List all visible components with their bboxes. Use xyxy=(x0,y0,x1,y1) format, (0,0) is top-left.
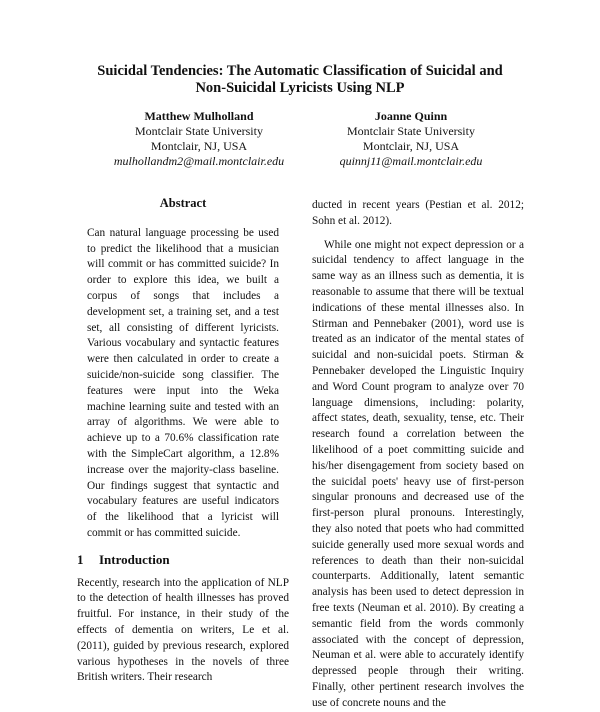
author-email: quinnj11@mail.montclair.edu xyxy=(339,154,483,168)
abstract-text: Can natural language processing be used to predict the likelihood that a musician will commit or has committed suicide? In order to explore this idea, we built a corpus of songs that includes a development set, a training set, and a test set, all consisting of different lyricists. Various vocabulary and syntactic features were then calculated in order to create a suicide/non-suicide song classifier. The features were input into the Weka machine learning suite and tested with an array of algorithms. We were able to achieve up to a 70.6% classification rate with the SimpleCart algorithm, a 12.8% increase over the majority-class baseline. Our findings suggest that syntactic and vocabulary features are useful indicators of the likelihood that a lyricist will commit or has committed suicide. xyxy=(87,226,279,539)
author-name: Matthew Mulholland xyxy=(144,109,254,123)
paper-title-line-1: Suicidal Tendencies: The Automatic Classification of Suicidal and xyxy=(97,63,503,79)
author-name: Joanne Quinn xyxy=(374,109,448,123)
paper-title-line-2: Non-Suicidal Lyricists Using NLP xyxy=(195,80,405,96)
section-title: Introduction xyxy=(99,551,170,567)
abstract-heading: Abstract xyxy=(159,196,207,210)
body-paragraph: While one might not expect depression or a suicidal tendency to affect language in the same way as an illness such as dementia, it is reasonable to assume that there will be textual indications of these mental illnesses also. In Stirman and Pennebaker (2001), word use is treated as an indicator of the mental states of suicidal and non-suicidal poets. Stirman & Pennebaker developed the Linguistic Inquiry and Word Count program to analyze over 70 language dimensions, including: polarity, affect states, death, sexuality, tense, etc. Their research found a correlation between the likelihood of a poet committing suicide and his/her disengagement from society based on the suicidal poets' heavy use of first-person singular pronouns and decreased use of the first-person plural pronouns. Interestingly, they also noted that poets who had committed suicide generally used more sexual words and references to death than their non-suicidal counterparts. Additionally, latent semantic analysis has been used to detect depression in free texts (Neuman et al. 2010). By creating a semantic field from the words commonly associated with the concept of depression, Neuman et al. were able to accurately identify depressed people through their writing. Finally, other pertinent research involves the use of concrete nouns and the xyxy=(312,238,524,709)
intro-paragraph: Recently, research into the application of NLP to the detection of health illnesses has proved fruitful. For instance, in their study of the effects of dementia on writers, Le et al. (2011), guided by previous research, explored various hypotheses in the novels of three British writers. Their research xyxy=(77,576,289,684)
section-number: 1 xyxy=(77,551,84,567)
continued-paragraph: ducted in recent years (Pestian et al. 2012; Sohn et al. 2012). xyxy=(312,199,524,227)
author-block-1 xyxy=(88,109,310,169)
right-column xyxy=(312,198,524,712)
author-affiliation: Montclair State University xyxy=(347,124,475,138)
author-location: Montclair, NJ, USA xyxy=(362,139,460,153)
author-email: mulhollandm2@mail.montclair.edu xyxy=(113,154,285,168)
author-block-2 xyxy=(300,109,522,169)
author-location: Montclair, NJ, USA xyxy=(150,139,248,153)
left-column xyxy=(77,196,289,686)
author-affiliation: Montclair State University xyxy=(135,124,263,138)
section-heading xyxy=(77,552,289,568)
